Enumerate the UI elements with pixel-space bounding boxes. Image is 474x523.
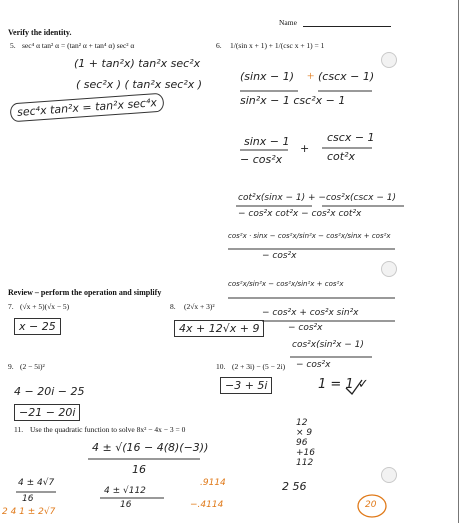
p11-dec1: .9114	[200, 478, 226, 488]
p11-left-den: 16	[22, 494, 34, 504]
p6-work-6: − cos²x cot²x − cos²x cot²x	[238, 209, 362, 219]
p6-work-10: − cos²x + cos²x sin²x	[262, 308, 359, 318]
p6-work-4a: − cos²x	[240, 153, 283, 166]
p5-work-line-3: sec⁴x tan²x = tan²x sec⁴x	[10, 93, 165, 123]
p6-work-1b: (sinx − 1)	[240, 70, 295, 83]
p11-quadratic: 4 ± √(16 − 4(8)(−3))	[92, 441, 209, 454]
problem-9-number: 9.	[8, 362, 14, 371]
p6-work-4b: cot²x	[327, 150, 356, 163]
p6-work-5: cot²x(sinx − 1) + −cos²x(cscx − 1)	[238, 193, 396, 203]
p6-work-7: cos²x · sinx − cos²x/sin²x − cos²x/sinx + cos²x	[228, 232, 391, 240]
review-title: Review – perform the operation and simplify	[8, 288, 162, 297]
p11-denominator: 16	[132, 463, 146, 476]
p11-bottom-left: 2 4 1 ± 2√7	[2, 507, 56, 517]
problem-8-answer: 4x + 12√x + 9	[174, 320, 264, 337]
p6-work-3a: sinx − 1	[244, 135, 290, 148]
problem-5-number: 5.	[10, 41, 16, 50]
p6-final: 1 = 1 ✓	[318, 377, 369, 392]
problem-7-number: 7.	[8, 302, 14, 311]
score: 20	[365, 500, 377, 510]
problem-10-answer: −3 + 5i	[220, 377, 272, 394]
p6-work-9: cos²x/sin²x − cos²x/sin²x + cos²x	[228, 280, 344, 288]
p6-work-12: cos²x(sin²x − 1)	[292, 340, 364, 350]
p11-mid-den: 16	[120, 500, 132, 510]
p6-work-13: − cos²x	[296, 360, 331, 370]
name-label: Name	[279, 18, 297, 27]
p11-dec2: −.4114	[190, 500, 224, 510]
p11-left: 4 ± 4√7	[18, 478, 55, 488]
problem-10-number: 10.	[216, 362, 226, 371]
problem-11-statement: Use the quadratic function to solve 8x² − 4x − 3 = 0	[30, 425, 186, 434]
problem-9-statement: (2 − 5i)²	[20, 362, 45, 371]
problem-10-statement: (2 + 3i) − (5 − 2i)	[232, 362, 286, 371]
section-title: Verify the identity.	[8, 28, 72, 37]
problem-6-statement: 1/(sin x + 1) + 1/(csc x + 1) = 1	[230, 41, 325, 50]
problem-6-number: 6.	[216, 41, 222, 50]
p6-work-1: (cscx − 1)	[318, 70, 375, 83]
problem-8-statement: (2√x + 3)²	[184, 302, 215, 311]
problem-7-answer: x − 25	[14, 318, 61, 335]
p11-mid: 4 ± √112	[104, 486, 146, 496]
p5-work-line-2: ( sec²x ) ( tan²x sec²x )	[76, 78, 203, 91]
p6-work-3b: cscx − 1	[327, 131, 375, 144]
p5-work-line-1: (1 + tan²x) tan²x sec²x	[74, 57, 201, 70]
p6-work-8: − cos²x	[262, 251, 297, 261]
problem-8-number: 8.	[170, 302, 176, 311]
p6-work-2: sin²x − 1 csc²x − 1	[240, 94, 346, 107]
p6-work-11: − cos²x	[288, 323, 323, 333]
side-multiplication-2: 2 56	[282, 480, 307, 493]
problem-9-answer: −21 − 20i	[14, 404, 80, 421]
side-multiplication: 12 × 9 96 +16 112	[296, 418, 315, 468]
problem-7-statement: (√x + 5)(√x − 5)	[20, 302, 70, 311]
problem-5-statement: sec⁴ α tan² α = (tan² α + tan⁴ α) sec² α	[22, 41, 135, 50]
problem-9-work: 4 − 20i − 25	[14, 385, 85, 398]
plus-sign: +	[307, 68, 315, 83]
plus-sign-2: +	[300, 142, 310, 155]
problem-11-number: 11.	[14, 425, 24, 434]
